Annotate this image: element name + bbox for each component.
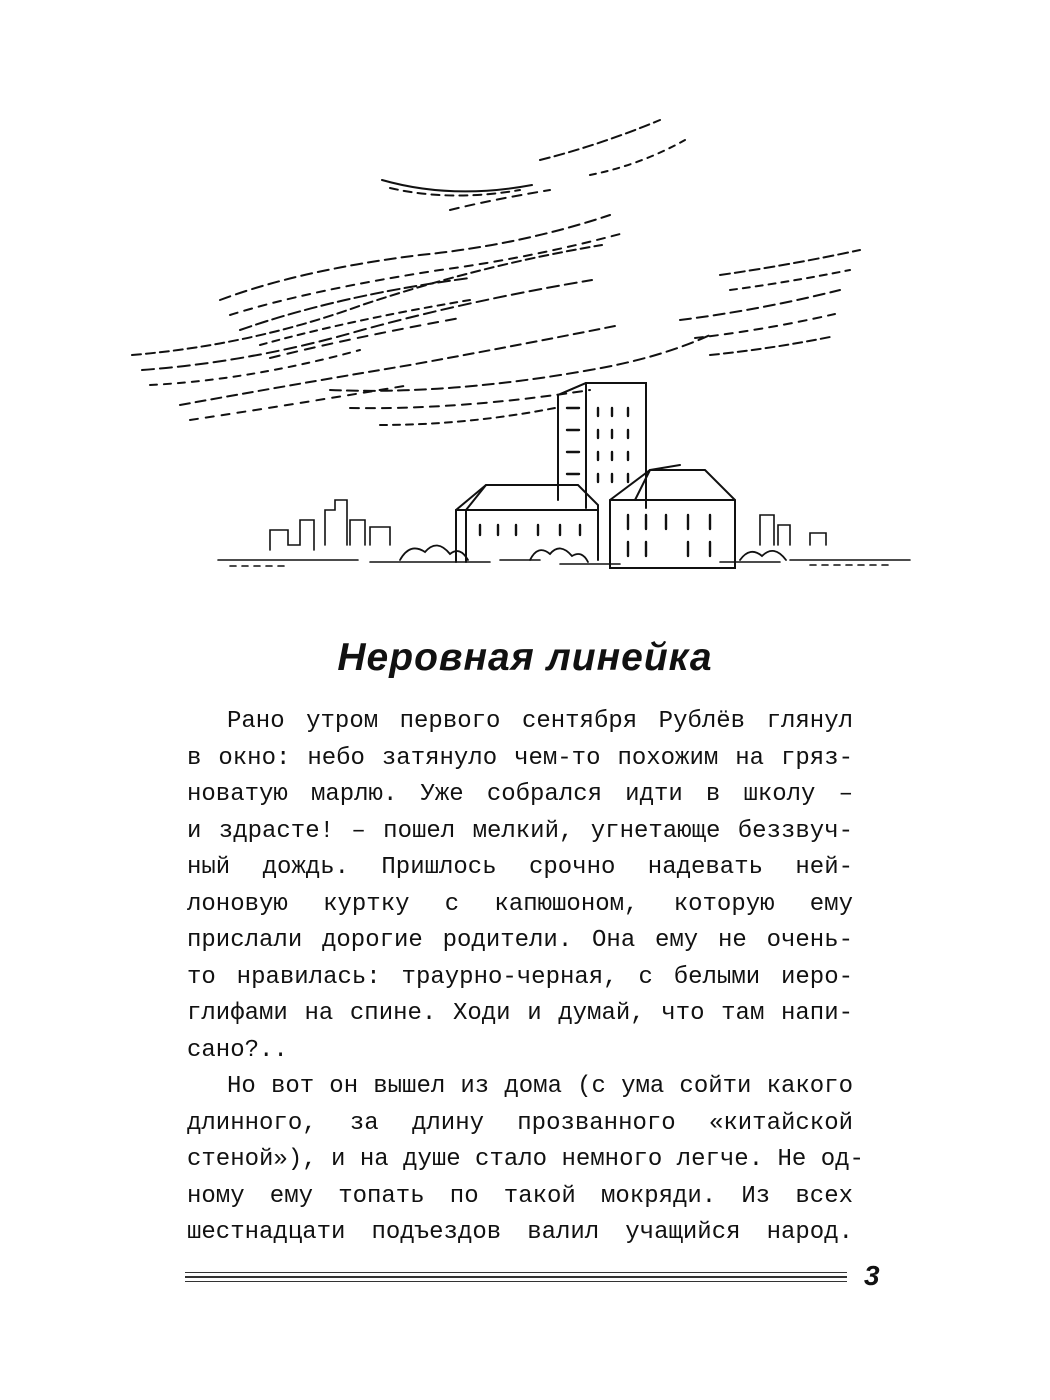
low-building-left — [456, 485, 598, 562]
text-line: лоновую куртку с капюшоном, которую ему — [187, 890, 853, 918]
city-skyline-illustration — [120, 90, 930, 600]
text-line: Рано утром первого сентября Рублёв глянул — [227, 708, 853, 735]
text-line: и здрасте! – пошел мелкий, угнетающе беззвуч- — [187, 817, 853, 845]
text-line: стеной»), и на душе стало немного легче. Не од- — [187, 1146, 864, 1173]
clouds — [132, 120, 860, 425]
text-line: длинного, за длину прозванного «китайской — [187, 1109, 853, 1137]
shrubs — [400, 545, 786, 562]
text-line: в окно: небо затянуло чем-то похожим на гряз- — [187, 744, 853, 772]
text-line: ному ему топать по такой мокряди. Из всех — [187, 1182, 853, 1210]
ground — [218, 560, 910, 568]
chapter-title: Неровная линейка — [337, 636, 713, 679]
text-line: новатую марлю. Уже собрался идти в школу – — [187, 781, 853, 808]
page-number: 3 — [864, 1260, 880, 1291]
tall-tower — [558, 383, 646, 508]
text-line: прислали дорогие родители. Она ему не очень- — [187, 927, 853, 954]
text-line: шестнадцати подъездов валил учащийся народ. — [187, 1219, 853, 1246]
text-line: Но вот он вышел из дома (с ума сойти какого — [227, 1073, 853, 1100]
distant-buildings — [270, 500, 826, 550]
text-line: то нравилась: траурно-черная, с белыми иеро- — [187, 963, 853, 991]
footer-rule — [185, 1272, 847, 1286]
body-text — [187, 704, 864, 1252]
text-line: сано?.. — [187, 1036, 288, 1064]
text-line: ный дождь. Пришлось срочно надевать ней- — [187, 854, 853, 881]
text-line: глифами на спине. Ходи и думай, что там напи- — [187, 1000, 853, 1027]
